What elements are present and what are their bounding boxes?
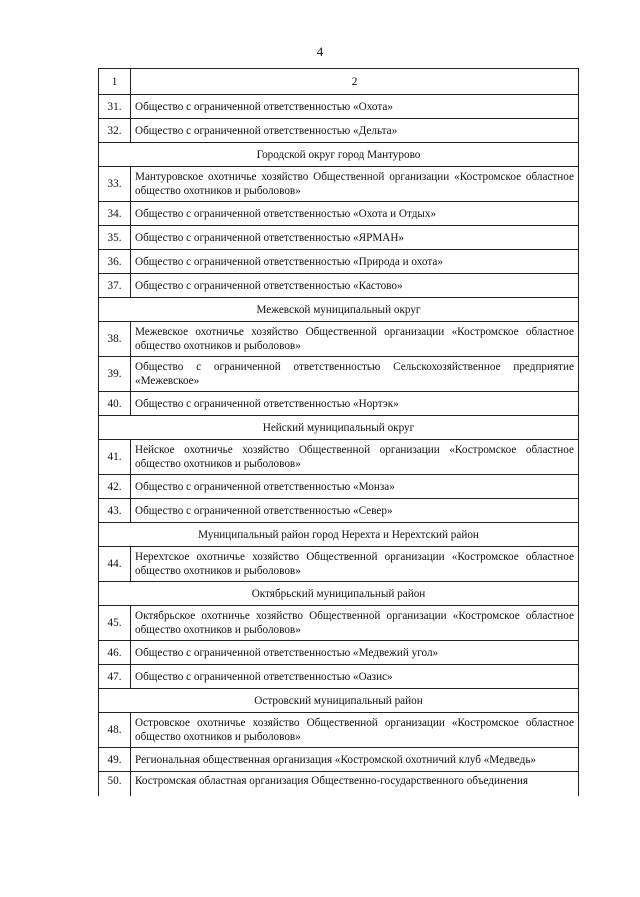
organization-name: Общество с ограниченной ответственностью «ЯРМАН» bbox=[131, 226, 579, 250]
header-column-number: 1 bbox=[99, 69, 131, 95]
table-row bbox=[99, 748, 579, 772]
row-number: 39. bbox=[99, 357, 131, 392]
row-number: 46. bbox=[99, 641, 131, 665]
row-number: 50. bbox=[99, 772, 131, 797]
section-title: Межевской муниципальный округ bbox=[99, 298, 579, 322]
row-number: 43. bbox=[99, 499, 131, 523]
organization-name: Общество с ограниченной ответственностью «Север» bbox=[131, 499, 579, 523]
row-number: 37. bbox=[99, 274, 131, 298]
section-title: Муниципальный район город Нерехта и Нерехтский район bbox=[99, 523, 579, 547]
organization-name: Октябрьское охотничье хозяйство Общественной организации «Костромское областное общество охотников и рыболовов» bbox=[131, 606, 579, 641]
table-row bbox=[99, 167, 579, 202]
organizations-table bbox=[98, 68, 579, 796]
table-row bbox=[99, 95, 579, 119]
section-row bbox=[99, 582, 579, 606]
table-row bbox=[99, 322, 579, 357]
section-row bbox=[99, 523, 579, 547]
section-title: Городской округ город Мантурово bbox=[99, 143, 579, 167]
table-row bbox=[99, 547, 579, 582]
organization-name: Костромская областная организация Общественно-государственного объединения bbox=[131, 772, 579, 797]
header-column-name: 2 bbox=[131, 69, 579, 95]
table-row bbox=[99, 202, 579, 226]
table-row bbox=[99, 499, 579, 523]
table-row bbox=[99, 713, 579, 748]
section-title: Октябрьский муниципальный район bbox=[99, 582, 579, 606]
section-row bbox=[99, 689, 579, 713]
section-title: Островский муниципальный район bbox=[99, 689, 579, 713]
section-row bbox=[99, 416, 579, 440]
organization-name: Общество с ограниченной ответственностью «Нортэк» bbox=[131, 392, 579, 416]
table-row bbox=[99, 250, 579, 274]
organization-name: Общество с ограниченной ответственностью «Охота и Отдых» bbox=[131, 202, 579, 226]
table-row bbox=[99, 226, 579, 250]
table-row bbox=[99, 772, 579, 797]
row-number: 40. bbox=[99, 392, 131, 416]
table-body bbox=[99, 69, 579, 797]
organization-name: Общество с ограниченной ответственностью «Оазис» bbox=[131, 665, 579, 689]
organization-name: Общество с ограниченной ответственностью «Природа и охота» bbox=[131, 250, 579, 274]
row-number: 45. bbox=[99, 606, 131, 641]
organization-name: Общество с ограниченной ответственностью «Монза» bbox=[131, 475, 579, 499]
table-row bbox=[99, 475, 579, 499]
section-row bbox=[99, 143, 579, 167]
organization-name: Межевское охотничье хозяйство Общественной организации «Костромское областное общество охотников и рыболовов» bbox=[131, 322, 579, 357]
table-header-row bbox=[99, 69, 579, 95]
row-number: 41. bbox=[99, 440, 131, 475]
organization-name: Общество с ограниченной ответственностью «Дельта» bbox=[131, 119, 579, 143]
table-row bbox=[99, 641, 579, 665]
row-number: 44. bbox=[99, 547, 131, 582]
section-title: Нейский муниципальный округ bbox=[99, 416, 579, 440]
row-number: 47. bbox=[99, 665, 131, 689]
row-number: 35. bbox=[99, 226, 131, 250]
organization-name: Общество с ограниченной ответственностью «Охота» bbox=[131, 95, 579, 119]
table-row bbox=[99, 392, 579, 416]
table-row bbox=[99, 665, 579, 689]
row-number: 49. bbox=[99, 748, 131, 772]
page-number: 4 bbox=[316, 44, 324, 59]
row-number: 48. bbox=[99, 713, 131, 748]
organization-name: Мантуровское охотничье хозяйство Общественной организации «Костромское областное общество охотников и рыболовов» bbox=[131, 167, 579, 202]
row-number: 31. bbox=[99, 95, 131, 119]
table-row bbox=[99, 357, 579, 392]
row-number: 42. bbox=[99, 475, 131, 499]
organization-name: Общество с ограниченной ответственностью «Кастово» bbox=[131, 274, 579, 298]
organization-name: Нейское охотничье хозяйство Общественной организации «Костромское областное общество охотников и рыболовов» bbox=[131, 440, 579, 475]
organization-name: Общество с ограниченной ответственностью Сельскохозяйственное предприятие «Межевское» bbox=[131, 357, 579, 392]
section-row bbox=[99, 298, 579, 322]
table-row bbox=[99, 119, 579, 143]
row-number: 34. bbox=[99, 202, 131, 226]
row-number: 32. bbox=[99, 119, 131, 143]
row-number: 38. bbox=[99, 322, 131, 357]
organization-name: Островское охотничье хозяйство Общественной организации «Костромское областное общество охотников и рыболовов» bbox=[131, 713, 579, 748]
organization-name: Общество с ограниченной ответственностью «Медвежий угол» bbox=[131, 641, 579, 665]
organization-name: Региональная общественная организация «Костромской охотничий клуб «Медведь» bbox=[131, 748, 579, 772]
table-row bbox=[99, 274, 579, 298]
organization-name: Нерехтское охотничье хозяйство Общественной организации «Костромское областное общество охотников и рыболовов» bbox=[131, 547, 579, 582]
table-row bbox=[99, 606, 579, 641]
row-number: 33. bbox=[99, 167, 131, 202]
row-number: 36. bbox=[99, 250, 131, 274]
table-row bbox=[99, 440, 579, 475]
